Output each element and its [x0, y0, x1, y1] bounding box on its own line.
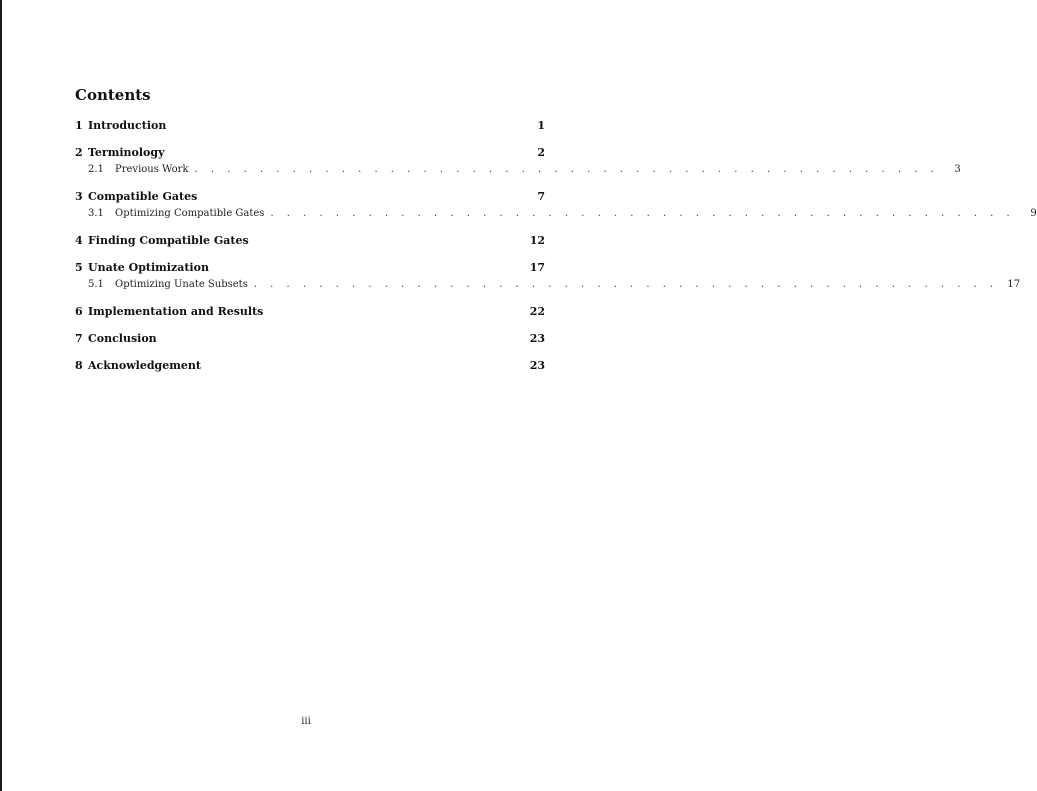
subsection-title: Optimizing Compatible Gates: [115, 208, 265, 219]
toc-page: [75, 86, 1037, 373]
section-number: 2: [75, 146, 83, 159]
toc-entry-conclusion[interactable]: [75, 332, 545, 346]
page-ref: 23: [529, 332, 545, 345]
page-ref: 17: [1007, 279, 1021, 290]
page-ref: 12: [529, 234, 545, 247]
toc-entry-unate-optimization[interactable]: [75, 261, 545, 275]
toc-entry-acknowledgement[interactable]: [75, 359, 545, 373]
toc-entry-terminology[interactable]: [75, 146, 545, 160]
page-ref: 22: [529, 305, 545, 318]
dot-leader: . . . . . . . . . . . . . . . . . . . . . . . . . . . . . . . . . . . . . . . . . . . . . .: [194, 164, 939, 175]
subsection-title: Optimizing Unate Subsets: [115, 279, 248, 290]
page-number: iii: [301, 716, 311, 727]
page-ref: 3: [954, 164, 961, 175]
subsection-number: 3.1: [88, 208, 104, 219]
section-number: 1: [75, 119, 83, 132]
toc-entry-introduction[interactable]: [75, 119, 545, 133]
page-ref: 17: [529, 261, 545, 274]
section-title: Acknowledgement: [88, 359, 201, 372]
page-ref: 9: [1030, 208, 1037, 219]
section-title: Unate Optimization: [88, 261, 209, 274]
page-ref: 2: [537, 146, 545, 159]
subsection-number: 5.1: [88, 279, 104, 290]
section-title: Terminology: [88, 146, 165, 159]
section-title: Introduction: [88, 119, 167, 132]
toc-entry-optimizing-unate-subsets[interactable]: [75, 278, 1021, 292]
section-number: 4: [75, 234, 83, 247]
toc-entry-compatible-gates[interactable]: [75, 190, 545, 204]
toc-entry-previous-work[interactable]: [75, 163, 961, 177]
page-left-edge: [0, 0, 2, 791]
section-number: 7: [75, 332, 83, 345]
subsection-number: 2.1: [88, 164, 104, 175]
section-title: Implementation and Results: [88, 305, 264, 318]
dot-leader: . . . . . . . . . . . . . . . . . . . . . . . . . . . . . . . . . . . . . . . . . . . . . .: [270, 208, 1015, 219]
section-number: 5: [75, 261, 83, 274]
section-title: Finding Compatible Gates: [88, 234, 249, 247]
toc-heading: Contents: [75, 86, 151, 104]
dot-leader: . . . . . . . . . . . . . . . . . . . . . . . . . . . . . . . . . . . . . . . . . . . . . .: [253, 279, 999, 290]
section-title: Compatible Gates: [88, 190, 198, 203]
page-ref: 1: [537, 119, 545, 132]
section-title: Conclusion: [88, 332, 157, 345]
section-number: 3: [75, 190, 83, 203]
toc-entry-optimizing-compatible-gates[interactable]: [75, 207, 1037, 221]
page-ref: 23: [529, 359, 545, 372]
toc-entry-implementation-and-results[interactable]: [75, 305, 545, 319]
toc-entry-finding-compatible-gates[interactable]: [75, 234, 545, 248]
subsection-title: Previous Work: [115, 164, 189, 175]
section-number: 8: [75, 359, 83, 372]
page-ref: 7: [537, 190, 545, 203]
section-number: 6: [75, 305, 83, 318]
